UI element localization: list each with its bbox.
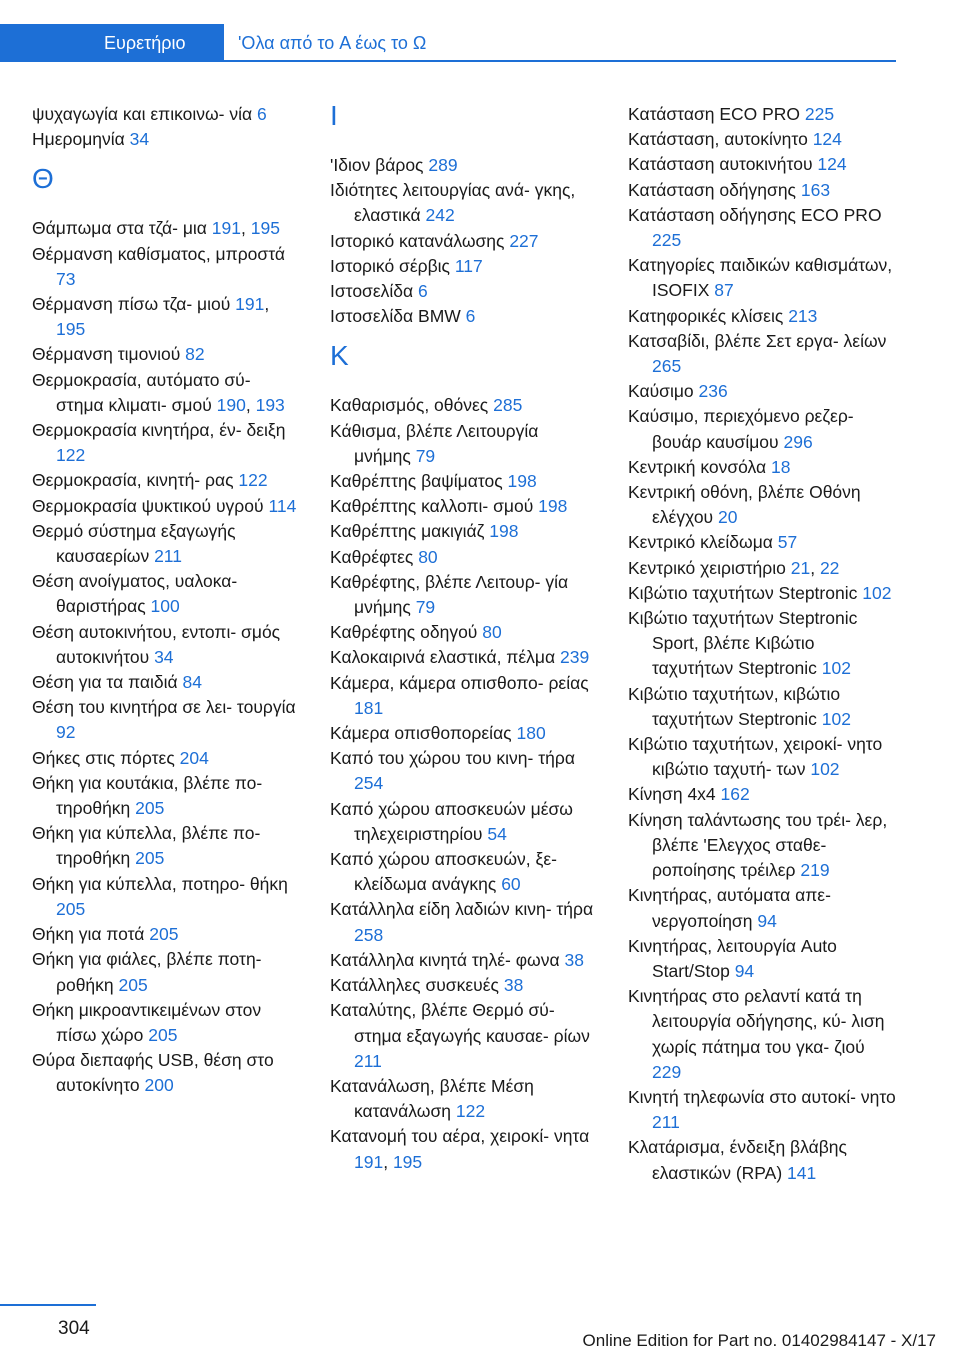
index-entry — [628, 581, 896, 606]
page-reference-link[interactable]: 79 — [415, 597, 436, 618]
index-entry — [330, 393, 598, 418]
page-reference-link[interactable]: 20 — [718, 507, 738, 528]
index-entry — [330, 229, 598, 254]
page-reference-link[interactable]: 79 — [415, 445, 436, 466]
index-entry: Κεντρικό χειριστήριο 21, 22 — [628, 557, 840, 578]
index-entry-text: Θήκη για κύπελλα, βλέπε πο‐ τηροθήκη — [32, 823, 261, 869]
index-entry-text: Ημερομηνία — [32, 129, 125, 150]
index-entry — [330, 645, 598, 670]
index-entry — [32, 242, 300, 292]
index-entry-text: Κατηφορικές κλίσεις — [628, 305, 784, 326]
index-entry-text: Θερμοκρασία, αυτόματο σύ‐ στημα κλιματι‐ σμού — [32, 369, 251, 415]
index-entry — [628, 883, 896, 933]
page-reference-link[interactable]: 205 — [135, 848, 165, 869]
tab-a-to-z[interactable]: 'Ολα από το A έως το Ω — [238, 33, 427, 53]
index-entry-text: Καλοκαιρινά ελαστικά, πέλμα — [330, 647, 556, 668]
index-entry — [628, 682, 896, 732]
page-reference-link[interactable]: 236 — [698, 381, 728, 402]
index-letter-heading: Κ — [330, 340, 349, 372]
page-reference-link[interactable]: 87 — [714, 280, 734, 301]
index-entry — [628, 1085, 896, 1135]
index-entry-text: Κιβώτιο ταχυτήτων Steptronic — [628, 582, 858, 603]
index-entry-text: Κατάσταση, αυτοκίνητο — [628, 129, 808, 150]
index-entry-text: Θήκη για κύπελλα, ποτηρο‐ θήκη — [32, 873, 288, 894]
page-reference-link[interactable]: 100 — [150, 596, 180, 617]
index-entry — [32, 418, 300, 468]
index-entry-text: Κιβώτιο ταχυτήτων, κιβώτιο ταχυτήτων Steptronic — [628, 683, 841, 729]
index-entry — [32, 494, 300, 519]
page-reference-link[interactable]: 22 — [819, 557, 840, 578]
index-entry — [330, 494, 598, 519]
index-entry-text: Καθρέπτης βαψίματος — [330, 471, 503, 492]
index-entry-text: Θερμοκρασία ψυκτικού υγρού — [32, 495, 264, 516]
index-entry — [628, 304, 896, 329]
index-letter-heading: Ι — [330, 100, 338, 131]
index-entry-text: Θήκες στις πόρτες — [32, 747, 175, 768]
page-reference-link[interactable]: 122 — [238, 470, 268, 491]
page-reference-link[interactable]: 102 — [821, 708, 851, 729]
index-entry — [628, 152, 896, 177]
index-entry — [628, 404, 896, 454]
page-reference-link[interactable]: 258 — [354, 924, 384, 945]
index-entry-text: Κεντρικό χειριστήριο — [628, 557, 786, 578]
page-reference-link[interactable]: 6 — [418, 281, 428, 302]
edition-note: Online Edition for Part no. 01402984147 - X/17 — [582, 1331, 936, 1350]
page-reference-link[interactable]: 38 — [503, 975, 524, 996]
index-entry-text: Θερμοκρασία κινητήρα, έν‐ δειξη — [32, 420, 286, 441]
index-entry-text: Κιβώτιο ταχυτήτων, χειροκί‐ νητο κιβώτιο ταχυτή‐ των — [628, 734, 883, 780]
page-reference-link[interactable]: 163 — [800, 179, 831, 200]
index-entry — [32, 771, 300, 821]
footer-rule — [0, 1304, 96, 1306]
index-entry — [32, 620, 300, 670]
page-reference-link[interactable]: 198 — [507, 471, 537, 492]
index-entry-text: Θέση αυτοκινήτου, εντοπι‐ σμός αυτοκινήτου — [32, 621, 281, 667]
page-reference-link[interactable]: 124 — [812, 129, 842, 150]
index-entry — [628, 455, 896, 480]
page-reference-link[interactable]: 94 — [757, 910, 777, 931]
index-entry — [628, 253, 896, 303]
index-entry-text: Θερμό σύστημα εξαγωγής καυσαερίων — [32, 520, 236, 567]
page-reference-link[interactable]: 205 — [149, 924, 179, 945]
index-entry-text: Καθρέφτες — [330, 546, 414, 567]
page-reference-link[interactable]: 227 — [509, 230, 539, 251]
page-reference-link[interactable]: 92 — [56, 722, 76, 743]
page-reference-link[interactable]: 191 — [211, 218, 241, 239]
index-entry-text: Κατηγορίες παιδικών καθισμάτων, ISOFIX — [628, 255, 893, 301]
index-entry-text: Θέση για τα παιδιά — [32, 672, 178, 693]
page-reference-link[interactable]: 211 — [154, 546, 182, 567]
index-entry — [32, 998, 300, 1048]
page-reference-link[interactable]: 191 — [235, 294, 265, 315]
page-reference-link[interactable]: 211 — [354, 1050, 382, 1071]
page-reference-link[interactable]: 200 — [144, 1075, 174, 1096]
page-reference-link[interactable]: 225 — [804, 104, 835, 124]
index-entry-text: Θάμπωμα στα τζά‐ μια — [32, 218, 207, 239]
index-entry — [628, 329, 896, 379]
page-reference-link[interactable]: 195 — [250, 218, 280, 239]
index-entry: Θέρμανση πίσω τζα‐ μιού 191, 195 — [32, 294, 270, 340]
index-entry — [32, 872, 300, 922]
index-entry — [330, 304, 598, 329]
page-reference-link[interactable]: 229 — [652, 1061, 682, 1082]
index-entry-text: Κεντρική οθόνη, βλέπε Οθόνη ελέγχου — [628, 482, 861, 528]
index-entry-text: Θέρμανση πίσω τζα‐ μιού — [32, 294, 231, 315]
page-reference-link[interactable]: 21 — [790, 557, 811, 578]
index-entry-text: Θέρμανση τιμονιού — [32, 344, 181, 365]
index-entry-text: Κατάσταση οδήγησης — [628, 179, 796, 200]
index-entry — [628, 379, 896, 404]
index-entry-text: Κιβώτιο ταχυτήτων Steptronic Sport, βλέπε Κιβώτιο ταχυτήτων Steptronic — [628, 608, 858, 679]
index-entry — [628, 934, 896, 984]
index-entry-text: Καπό χώρου αποσκευών μέσω τηλεχειριστηρίου — [330, 798, 573, 844]
index-entry-text: Κατσαβίδι, βλέπε Σετ εργα‐ λείων — [628, 330, 887, 351]
page-reference-link[interactable]: 219 — [800, 860, 830, 881]
page-reference-link[interactable]: 190 — [216, 394, 246, 415]
page-reference-link[interactable]: 18 — [771, 456, 791, 477]
index-entry-text: Κλατάρισμα, ένδειξη βλάβης ελαστικών (RPA) — [628, 1137, 847, 1183]
index-entry: Κατανομή του αέρα, χειροκί‐ νητα 191, 195 — [330, 1126, 590, 1172]
index-entry — [628, 606, 896, 682]
index-entry-text: Ιδιότητες λειτουργίας ανά‐ γκης, ελαστικά — [330, 180, 576, 226]
page-reference-link[interactable]: 122 — [455, 1101, 486, 1122]
index-entry-text: Κάμερα, κάμερα οπισθοπο‐ ρείας — [330, 672, 589, 693]
index-entry — [628, 530, 896, 555]
index-entry — [32, 102, 300, 127]
index-entry — [32, 468, 300, 493]
index-entry-text: Καθρέφτης, βλέπε Λειτουρ‐ γία μνήμης — [330, 571, 569, 618]
index-entry — [628, 203, 896, 253]
index-entry — [330, 153, 598, 178]
index-entry — [330, 254, 598, 279]
index-entry-text: Καθρέπτης μακιγιάζ — [330, 521, 485, 542]
index-entry-text: Θέση ανοίγματος, υαλοκα‐ θαριστήρας — [32, 571, 238, 617]
index-entry — [330, 620, 598, 645]
index-entry — [32, 947, 300, 997]
page-reference-link[interactable]: 195 — [56, 319, 86, 340]
page-reference-link[interactable]: 296 — [783, 431, 813, 452]
page-reference-link[interactable]: 265 — [652, 356, 682, 377]
page-reference-link[interactable]: 6 — [465, 306, 476, 327]
index-entry-text: Θέση του κινητήρα σε λει‐ τουργία — [32, 697, 296, 718]
page-reference-link[interactable]: 82 — [185, 344, 205, 365]
index-column-3 — [628, 102, 896, 1186]
page-reference-link[interactable]: 34 — [154, 646, 174, 667]
index-entry — [330, 973, 598, 998]
index-entry-text: Καθρέπτης καλλοπι‐ σμού — [330, 496, 534, 517]
index-entry — [628, 808, 896, 884]
index-entry-text: Θήκη για ποτά — [32, 924, 145, 945]
index-entry-text: Καπό χώρου αποσκευών, ξε‐ κλείδωμα ανάγκης — [330, 849, 557, 895]
page-reference-link[interactable]: 124 — [817, 154, 847, 175]
page-reference-link[interactable]: 205 — [118, 974, 148, 995]
index-entry-text: Καύσιμο — [628, 381, 694, 402]
index-entry — [32, 127, 300, 152]
index-entry-text: Ιστοσελίδα — [330, 281, 414, 302]
index-entry-text: Κίνηση ταλάντωσης του τρέι‐ λερ, βλέπε 'Ελεγχος σταθε‐ ροποίησης τρέιλερ — [628, 809, 888, 881]
page-reference-link[interactable]: 211 — [652, 1112, 680, 1133]
page-reference-link[interactable]: 198 — [489, 521, 519, 542]
page-reference-link[interactable]: 289 — [428, 155, 458, 175]
page-reference-link[interactable]: 180 — [516, 723, 546, 744]
page-reference-link[interactable]: 84 — [182, 672, 202, 693]
index-column-2 — [330, 102, 598, 1175]
index-entry-text: Καπό του χώρου του κινη‐ τήρα — [330, 748, 575, 769]
index-entry-text: Κατάσταση αυτοκινήτου — [628, 154, 813, 175]
page-reference-link[interactable]: 181 — [354, 697, 384, 718]
index-entry-text: Ιστορικό κατανάλωσης — [330, 230, 505, 251]
index-entry-text: Θήκη για φιάλες, βλέπε ποτη‐ ροθήκη — [32, 949, 262, 995]
index-entry — [330, 279, 598, 304]
index-entry — [330, 847, 598, 897]
index-entry-text: Κινητήρας, αυτόματα απε‐ νεργοποίηση — [628, 885, 831, 931]
page-reference-link[interactable]: 285 — [493, 395, 523, 416]
page-reference-link[interactable]: 94 — [734, 960, 755, 981]
page-reference-link[interactable]: 80 — [482, 622, 502, 643]
page-reference-link[interactable]: 242 — [425, 205, 455, 226]
index-entry — [628, 127, 896, 152]
index-entry — [330, 1074, 598, 1124]
index-entry-text: Κίνηση 4x4 — [628, 784, 716, 805]
index-entry — [32, 1048, 300, 1098]
index-entry — [330, 948, 598, 973]
index-entry: Θάμπωμα στα τζά‐ μια 191, 195 — [32, 218, 280, 239]
index-entry — [32, 569, 300, 619]
page-reference-link[interactable]: 198 — [538, 496, 568, 517]
page-reference-link[interactable]: 193 — [255, 394, 285, 415]
index-entry-text: Κεντρική κονσόλα — [628, 456, 767, 477]
page-reference-link[interactable]: 191 — [354, 1151, 384, 1172]
index-entry — [330, 178, 598, 228]
index-entry-text: Καταλύτης, βλέπε Θερμό σύ‐ στημα εξαγωγής καυσαε‐ ρίων — [330, 1000, 590, 1046]
page-reference-link[interactable]: 6 — [256, 104, 267, 124]
page-reference-link[interactable]: 254 — [354, 773, 384, 794]
page-reference-link[interactable]: 225 — [652, 230, 682, 251]
index-entry-text: Κινητήρας, λειτουργία Auto Start/Stop — [628, 935, 837, 981]
index-entry-text: Κατάλληλες συσκευές — [330, 975, 499, 996]
index-entry — [32, 821, 300, 871]
index-entry-text: Θερμοκρασία, κινητή‐ ρας — [32, 470, 234, 491]
page-reference-link[interactable]: 102 — [821, 658, 851, 679]
index-entry-text: Κατάλληλα είδη λαδιών κινη‐ τήρα — [330, 899, 594, 920]
page-reference-link[interactable]: 80 — [418, 546, 438, 567]
index-entry-text: Καθρέφτης οδηγού — [330, 622, 478, 643]
index-entry — [628, 480, 896, 530]
index-entry — [32, 922, 300, 947]
index-entry-text: 'Ιδιον βάρος — [330, 155, 424, 175]
page-reference-link[interactable]: 162 — [720, 784, 750, 805]
index-entry — [628, 1135, 896, 1185]
index-column-1 — [32, 102, 300, 1099]
index-entry-text: Θύρα διεπαφής USB, θέση στο αυτοκίνητο — [32, 1050, 274, 1096]
index-entry-text: Κάθισμα, βλέπε Λειτουργία μνήμης — [330, 420, 539, 466]
page-reference-link[interactable]: 38 — [564, 949, 584, 970]
page-reference-link[interactable]: 122 — [56, 445, 86, 466]
page-reference-link[interactable]: 204 — [179, 747, 209, 768]
index-entry-text: Ιστορικό σέρβις — [330, 255, 450, 276]
index-entry — [330, 746, 598, 796]
index-entry — [330, 519, 598, 544]
page-reference-link[interactable]: 34 — [129, 129, 150, 150]
index-entry: Θερμοκρασία, αυτόματο σύ‐ στημα κλιματι‐ σμού 190, 193 — [32, 369, 285, 415]
header-rule — [0, 60, 896, 62]
index-entry-text: Ιστοσελίδα BMW — [330, 306, 461, 327]
index-entry-text: Θέρμανση καθίσματος, μπροστά — [32, 243, 285, 264]
index-entry-text: Κινητήρας στο ρελαντί κατά τη λειτουργία οδήγησης, κύ‐ λιση χωρίς πάτημα του γκα‐ ζιού — [628, 986, 885, 1057]
index-letter-heading: Θ — [32, 163, 54, 195]
index-entry-text: Καθαρισμός, οθόνες — [330, 395, 489, 416]
page-reference-link[interactable]: 213 — [788, 305, 818, 326]
index-entry-text: Θήκη μικροαντικειμένων στον πίσω χώρο — [32, 999, 262, 1045]
page-reference-link[interactable]: 114 — [268, 495, 297, 516]
index-entry — [628, 732, 896, 782]
page-reference-link[interactable]: 205 — [148, 1024, 178, 1045]
page-reference-link[interactable]: 57 — [777, 532, 798, 553]
index-entry-text: Κάμερα οπισθοπορείας — [330, 723, 512, 744]
tab-index[interactable]: Ευρετήριο — [0, 24, 224, 62]
page-reference-link[interactable]: 73 — [56, 268, 76, 289]
index-entry — [32, 519, 300, 569]
index-entry — [330, 545, 598, 570]
index-entry — [330, 469, 598, 494]
index-entry — [628, 102, 896, 127]
page-reference-link[interactable]: 141 — [787, 1162, 817, 1183]
page-reference-link[interactable]: 54 — [487, 823, 507, 844]
index-entry — [330, 419, 598, 469]
running-header — [0, 24, 896, 62]
index-entry-text: Θήκη για κουτάκια, βλέπε πο‐ τηροθήκη — [32, 772, 263, 819]
index-entry — [32, 670, 300, 695]
page-reference-link[interactable]: 60 — [501, 874, 521, 895]
index-entry — [32, 746, 300, 771]
index-entry-text: Κατάλληλα κινητά τηλέ‐ φωνα — [330, 949, 560, 970]
page-number: 304 — [58, 1318, 90, 1339]
page-reference-link[interactable]: 239 — [560, 647, 590, 668]
index-entry — [330, 570, 598, 620]
page-reference-link[interactable]: 102 — [862, 582, 892, 603]
page-reference-link[interactable]: 102 — [810, 759, 840, 780]
index-entry — [628, 782, 896, 807]
index-entry-text: Κατάσταση οδήγησης ECO PRO — [628, 204, 882, 225]
index-entry-text: Κινητή τηλεφωνία στο αυτοκί‐ νητο — [628, 1086, 896, 1107]
index-entry — [628, 178, 896, 203]
index-entry — [628, 984, 896, 1085]
index-entry-text: Κατανομή του αέρα, χειροκί‐ νητα — [330, 1126, 590, 1147]
index-entry — [330, 671, 598, 721]
index-entry — [330, 797, 598, 847]
index-entry — [32, 342, 300, 367]
page-reference-link[interactable]: 205 — [135, 798, 165, 819]
index-entry-text: Καύσιμο, περιεχόμενο ρεζερ‐ βουάρ καυσίμου — [628, 406, 854, 452]
index-entry-text: Κατανάλωση, βλέπε Μέση κατανάλωση — [330, 1075, 534, 1122]
page-reference-link[interactable]: 117 — [454, 255, 483, 276]
index-entry-text: ψυχαγωγία και επικοινω‐ νία — [32, 104, 253, 124]
index-entry-text: Κατάσταση ECO PRO — [628, 104, 801, 124]
page-reference-link[interactable]: 195 — [392, 1151, 423, 1172]
index-entry — [330, 897, 598, 947]
index-entry — [330, 998, 598, 1074]
index-entry — [330, 721, 598, 746]
index-entry-text: Κεντρικό κλείδωμα — [628, 532, 773, 553]
index-entry — [32, 695, 300, 745]
page-reference-link[interactable]: 205 — [56, 898, 86, 919]
